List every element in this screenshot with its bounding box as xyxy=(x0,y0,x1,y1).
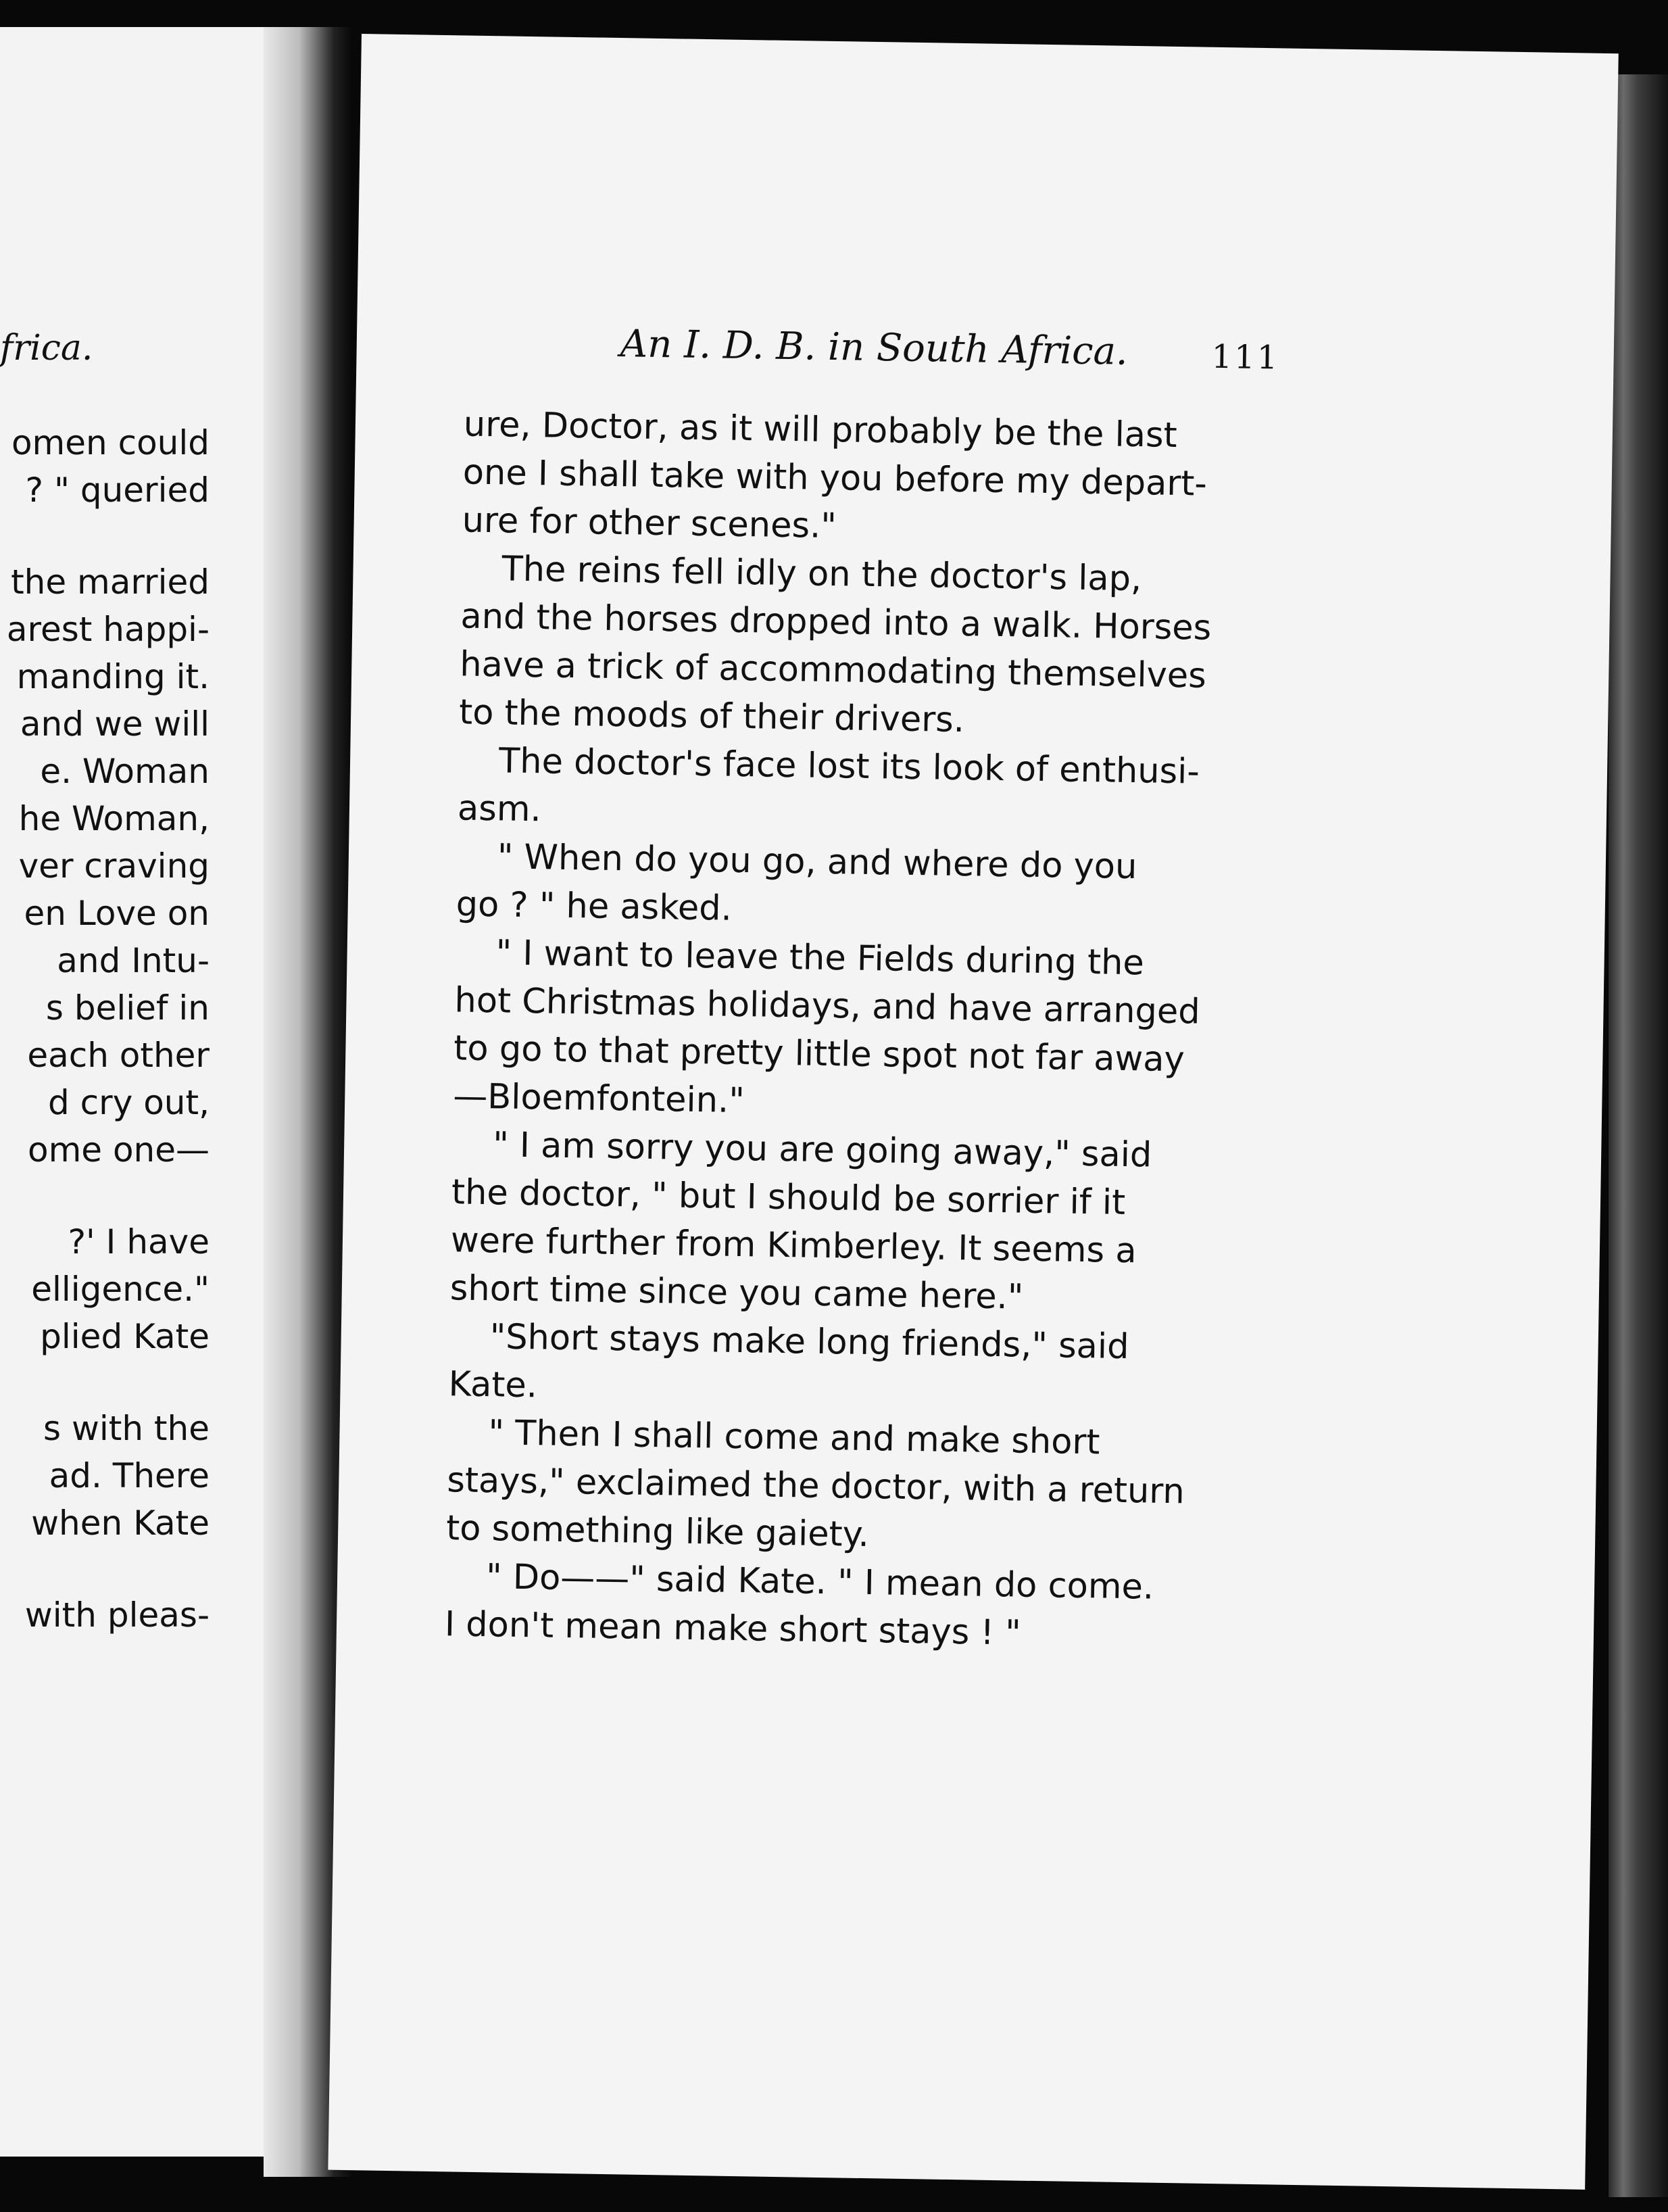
left-line: ad. There xyxy=(49,1456,210,1495)
left-line: d cry out, xyxy=(48,1083,210,1122)
left-page-text xyxy=(0,419,210,1639)
left-line: he Woman, xyxy=(18,799,210,838)
text-line: " I am sorry you are going away," said xyxy=(492,1125,1152,1176)
text-line: " When do you go, and where do you xyxy=(497,837,1137,888)
text-line: ure, Doctor, as it will probably be the last xyxy=(463,404,1178,456)
left-line: when Kate xyxy=(31,1504,210,1543)
text-line: " Then I shall come and make short xyxy=(488,1413,1100,1463)
text-line: to something like gaiety. xyxy=(445,1508,870,1556)
left-line: ? " queried xyxy=(25,471,210,510)
left-line: each other xyxy=(27,1036,210,1075)
left-line: the married xyxy=(11,562,210,602)
text-line: Kate. xyxy=(448,1364,538,1406)
page-body-text xyxy=(445,400,1262,1660)
text-line: asm. xyxy=(457,788,542,830)
left-line: s belief in xyxy=(45,988,210,1028)
text-line: hot Christmas holidays, and have arranged xyxy=(454,980,1201,1032)
left-line: ver craving xyxy=(18,846,210,886)
left-line: manding it. xyxy=(16,657,210,696)
left-line: plied Kate xyxy=(40,1317,210,1356)
text-line: go ? " he asked. xyxy=(456,884,733,929)
text-line: "Short stays make long friends," said xyxy=(489,1317,1129,1368)
left-line: ?' I have xyxy=(68,1222,210,1261)
text-line: ure for other scenes." xyxy=(462,500,837,547)
text-line: to the moods of their drivers. xyxy=(458,692,965,741)
text-line: " I want to leave the Fields during the xyxy=(495,933,1145,984)
text-line: short time since you came here." xyxy=(449,1268,1024,1318)
left-line: arest happi- xyxy=(6,610,210,649)
left-line: with pleas- xyxy=(24,1595,210,1635)
page-number: 111 xyxy=(1211,337,1280,377)
text-line: to go to that pretty little spot not far away xyxy=(453,1028,1185,1080)
left-running-title: frica. xyxy=(0,328,93,368)
text-line: were further from Kimberley. It seems a xyxy=(450,1220,1137,1272)
text-line: have a trick of accommodating themselves xyxy=(459,644,1207,696)
text-line: I don't mean make short stays ! " xyxy=(444,1604,1022,1654)
running-title: An I. D. B. in South Africa. xyxy=(620,322,1129,374)
left-line: en Love on xyxy=(24,894,210,933)
text-line: one I shall take with you before my depart- xyxy=(462,452,1208,504)
left-line: s with the xyxy=(43,1409,210,1448)
text-line: The doctor's face lost its look of enthusi- xyxy=(498,741,1200,792)
page-header xyxy=(620,322,1668,406)
text-line: The reins fell idly on the doctor's lap, xyxy=(501,549,1142,600)
left-line: elligence." xyxy=(31,1270,210,1309)
text-line: —Bloemfontein." xyxy=(452,1076,745,1122)
left-line: e. Woman xyxy=(40,752,210,791)
left-line: and we will xyxy=(20,704,210,744)
left-line: omen could xyxy=(11,423,210,462)
text-line: " Do——" said Kate. " I mean do come. xyxy=(485,1557,1154,1608)
right-page xyxy=(328,34,1618,2190)
text-line: and the horses dropped into a walk. Horses xyxy=(460,596,1212,648)
left-line: and Intu- xyxy=(57,941,210,980)
text-line: stays," exclaimed the doctor, with a return xyxy=(446,1460,1185,1512)
text-line: the doctor, " but I should be sorrier if it xyxy=(451,1172,1126,1223)
left-line: ome one— xyxy=(28,1130,210,1170)
